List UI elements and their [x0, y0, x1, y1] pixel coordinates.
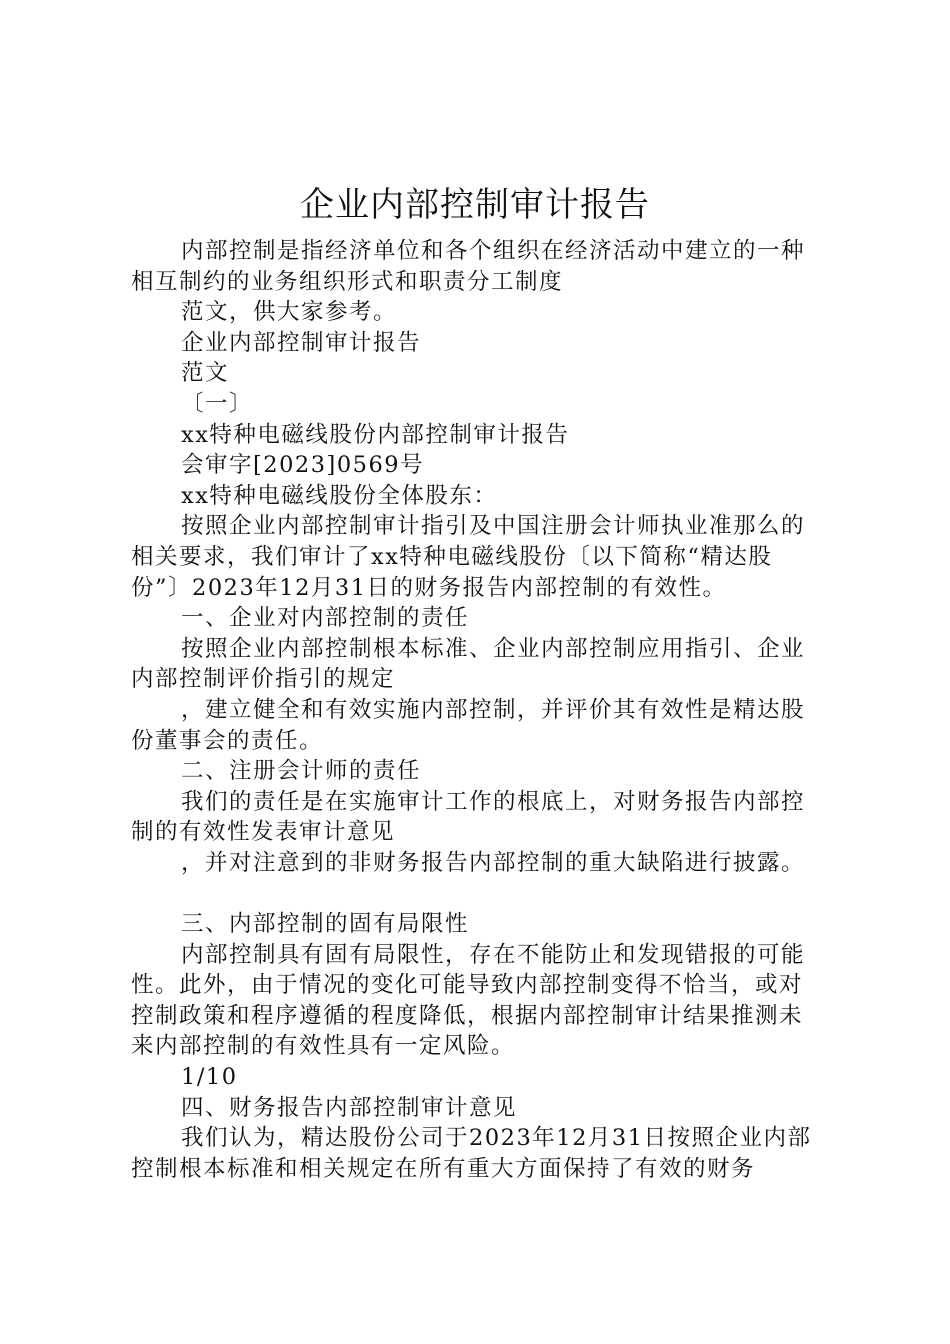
paragraph-section-2-cont: ，并对注意到的非财务报告内部控制的重大缺陷进行披露。	[181, 849, 806, 876]
document-title: 企业内部控制审计报告	[300, 185, 650, 225]
paragraph-subtitle: 企业内部控制审计报告	[181, 329, 422, 356]
heading-section-1: 一、企业对内部控制的责任	[181, 605, 470, 632]
paragraph-report-name: xx特种电磁线股份内部控制审计报告	[181, 421, 570, 448]
page-number: 1/10	[181, 1064, 238, 1091]
paragraph-section-4: 我们认为，精达股份公司于2023年12月31日按照企业内部控制根本标准和相关规定在所有重大方面保持了有效的财务	[131, 1125, 812, 1182]
heading-section-4: 四、财务报告内部控制审计意见	[181, 1094, 518, 1121]
paragraph-subtitle-cont: 范文	[181, 360, 230, 387]
paragraph-reference-number: 会审字[2023]0569号	[181, 452, 425, 479]
heading-section-3: 三、内部控制的固有局限性	[181, 911, 470, 938]
paragraph-section-number: 〔一〕	[181, 390, 254, 417]
blank-line	[131, 878, 821, 909]
paragraph-intro: 内部控制是指经济单位和各个组织在经济活动中建立的一种相互制约的业务组织形式和职责分工制度	[131, 238, 806, 295]
paragraph-addressee: xx特种电磁线股份全体股东：	[181, 482, 498, 509]
paragraph-section-2: 我们的责任是在实施审计工作的根底上，对财务报告内部控制的有效性发表审计意见	[131, 788, 806, 846]
paragraph-section-1: 按照企业内部控制根本标准、企业内部控制应用指引、企业内部控制评价指引的规定	[131, 635, 806, 693]
document-body	[131, 236, 821, 1184]
heading-section-2: 二、注册会计师的责任	[181, 758, 422, 785]
paragraph-section-1-cont: ，建立健全和有效实施内部控制，并评价其有效性是精达股份董事会的责任。	[131, 696, 806, 754]
paragraph-scope: 按照企业内部控制审计指引及中国注册会计师执业准那么的相关要求，我们审计了xx特种电磁线股份〔以下简称“精达股份”〕2023年12月31日的财务报告内部控制的有效性。	[131, 513, 806, 601]
paragraph-section-3: 内部控制具有固有局限性，存在不能防止和发现错报的可能性。此外，由于情况的变化可能导致内部控制变得不恰当，或对控制政策和程序遵循的程度降低，根据内部控制审计结果推测未来内部控制的有效性具有一定风险。	[131, 941, 806, 1060]
paragraph-intro-cont: 范文，供大家参考。	[181, 299, 398, 326]
